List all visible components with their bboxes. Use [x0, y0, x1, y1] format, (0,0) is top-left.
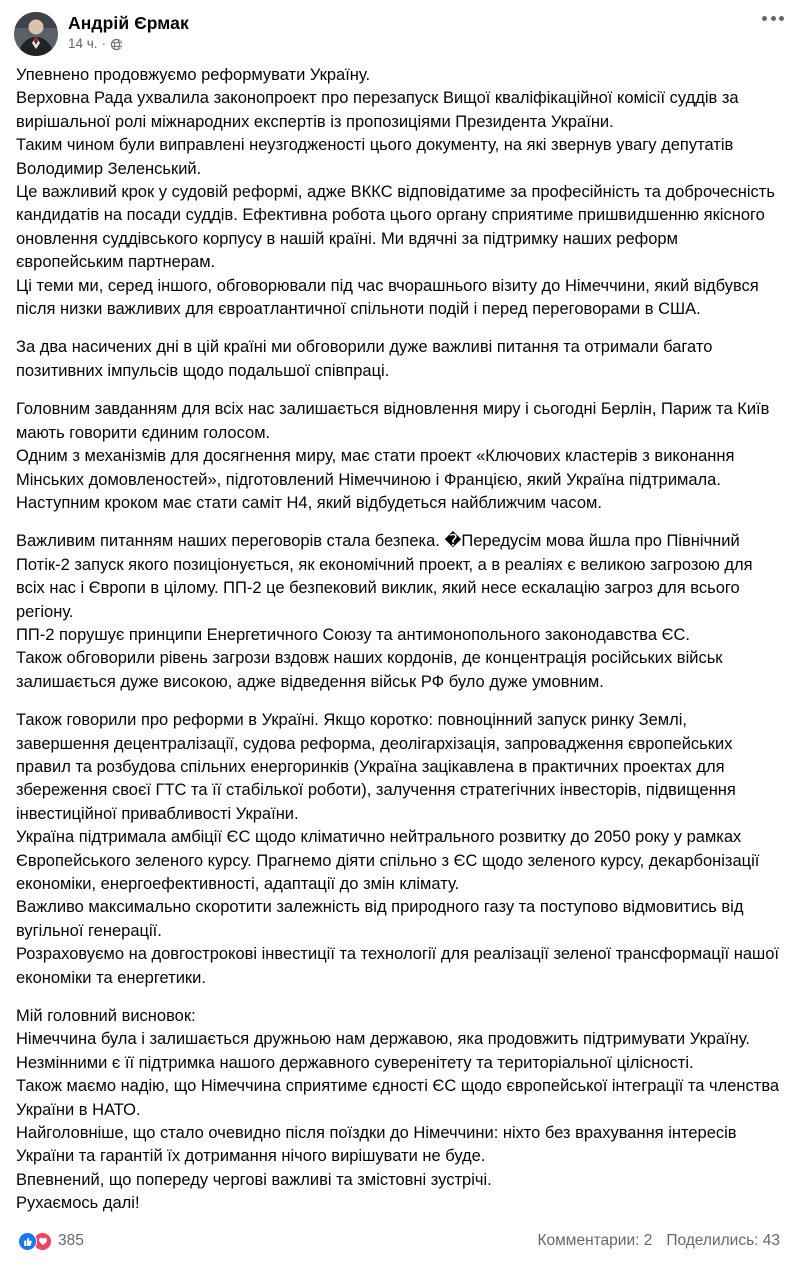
reaction-count: 385 — [58, 1232, 84, 1250]
footer-stats — [537, 1232, 780, 1250]
post-paragraph: Також говорили про реформи в Україні. Якщо коротко: повноцінний запуск ринку Землі, завершення децентралізації, судова реформа, деолігархізація, запровадження європейських правил та розбудова спільних енергоринків (Україна зацікавлена в практичних проектах для збереження своєї ГТС та її стабілької роботи), залучення стратегічних інвесторів, підвищення інвестиційної привабливості України. — [16, 711, 736, 823]
post-paragraph: Україна підтримала амбіції ЄС щодо кліматично нейтрального розвитку до 2050 року у рамках Європейського зеленого курсу. Прагнемо діяти спільно з ЄС щодо зеленого курсу, декарбонізації економіки, енергоефективності, адаптації до змін клімату. — [16, 828, 760, 893]
reaction-icons — [18, 1232, 52, 1251]
dot — [762, 16, 767, 21]
post-paragraph: Це важливий крок у судовій реформі, адже ВККС відповідатиме за професійність та доброчесність кандидатів на посади суддів. Ефективна робота цього органу сприятиме пришвидшенню якісного оновлення суддівського корпусу в нашій країні. Ми вдячні за підтримку наших реформ європейським партнерам. — [16, 183, 775, 272]
post-paragraph: Німеччина була і залишається дружньою нам державою, яка продовжить підтримувати Україну. — [16, 1030, 750, 1049]
post-paragraph: Також обговорили рівень загрози вздовж наших кордонів, де концентрація російських військ залишається дуже високою, адже відведення військ РФ було дуже умовним. — [16, 649, 723, 691]
post-paragraph: Впевнений, що попереду чергові важливі та змістовні зустрічі. — [16, 1170, 492, 1189]
post-paragraph: Мій головний висновок: — [16, 1007, 196, 1026]
post-paragraph: Ці теми ми, серед іншого, обговорювали під час вчорашнього візиту до Німеччини, який відбувся після низки важливих для євроатлантичної спільноти подій і перед переговорами в США. — [16, 276, 759, 319]
post-paragraph: Упевнено продовжуємо реформувати Україну. — [16, 66, 371, 84]
dot — [779, 16, 784, 21]
post-paragraph: Верховна Рада ухвалила законопроект про перезапуск Вищої кваліфікаційної комісії суддів за вирішальної ролі міжнародних експертів із пропозиціями Президента України. — [16, 89, 739, 131]
post-footer — [14, 1226, 786, 1259]
avatar[interactable] — [14, 12, 58, 56]
dot — [771, 16, 776, 21]
comments-count[interactable]: Комментарии: 2 — [537, 1232, 653, 1250]
post-paragraph: За два насичених дні в цій країні ми обговорили дуже важливі питання та отримали багато позитивних імпульсів щодо подальшої співпраці. — [16, 338, 713, 380]
post-paragraph: Розраховуємо на довгострокові інвестиції та технології для реалізації зеленої трансформації нашої економіки та енергетики. — [16, 945, 780, 987]
post-paragraph: Важливим питанням наших переговорів стала безпека. �Передусім мова йшла про Північний Потік-2 запуск якого позиціонується, як економічний проект, а в реаліях є великою загрозою для всіх нас і Європи в цілому. ПП-2 це безпековий виклик, який несе ескалацію загроз для всього регіону. — [16, 532, 753, 621]
more-options-icon[interactable] — [762, 16, 784, 21]
globe-icon[interactable] — [110, 38, 123, 51]
post-header — [14, 10, 786, 62]
post-paragraph: Головним завданням для всіх нас залишається відновлення миру і сьогодні Берлін, Париж та Київ мають говорити єдиним голосом. — [16, 400, 770, 442]
post-text — [14, 62, 786, 1226]
post-timestamp[interactable]: 14 ч. — [68, 36, 98, 51]
post-paragraph: ПП-2 порушує принципи Енергетичного Союзу та антимонопольного законодавства ЄС. — [16, 625, 690, 644]
post-paragraph: Наступним кроком має стати саміт Н4, який відбудеться найближчим часом. — [16, 493, 602, 512]
post-paragraph: Одним з механізмів для досягнення миру, має стати проект «Ключових кластерів з виконання Мінських домовленостей», підготовлений Німеччиною і Францією, який Україна підтримала. — [16, 447, 735, 489]
shares-count[interactable]: Поделились: 43 — [666, 1232, 780, 1250]
post-paragraph: Також маємо надію, що Німеччина сприятиме єдності ЄС щодо європейської інтеграції та членства України в НАТО. — [16, 1077, 780, 1119]
post-paragraph: Рухаємось далі! — [16, 1194, 140, 1213]
meta-separator: · — [101, 36, 107, 51]
author-name[interactable]: Андрій Єрмак — [68, 13, 189, 33]
reactions-summary[interactable] — [18, 1232, 84, 1251]
post-author-block — [68, 12, 786, 53]
post-paragraph: Незмінними є її підтримка нашого державного суверенітету та територіальної цілісності. — [16, 1053, 694, 1072]
post-paragraph: Важливо максимально скоротити залежність від природного газу та поступово відмовитись від вугільної генерації. — [16, 898, 744, 940]
post-paragraph: Таким чином були виправлені неузгодженості цього документу, на які звернув увагу депутатів Володимир Зеленський. — [16, 136, 734, 178]
like-icon — [18, 1232, 37, 1251]
post-paragraph: Найголовніше, що стало очевидно після поїздки до Німеччини: ніхто без врахування інтересів України та гарантій їх дотримання нічого вирішувати не буде. — [16, 1124, 737, 1166]
post-meta — [68, 35, 786, 53]
